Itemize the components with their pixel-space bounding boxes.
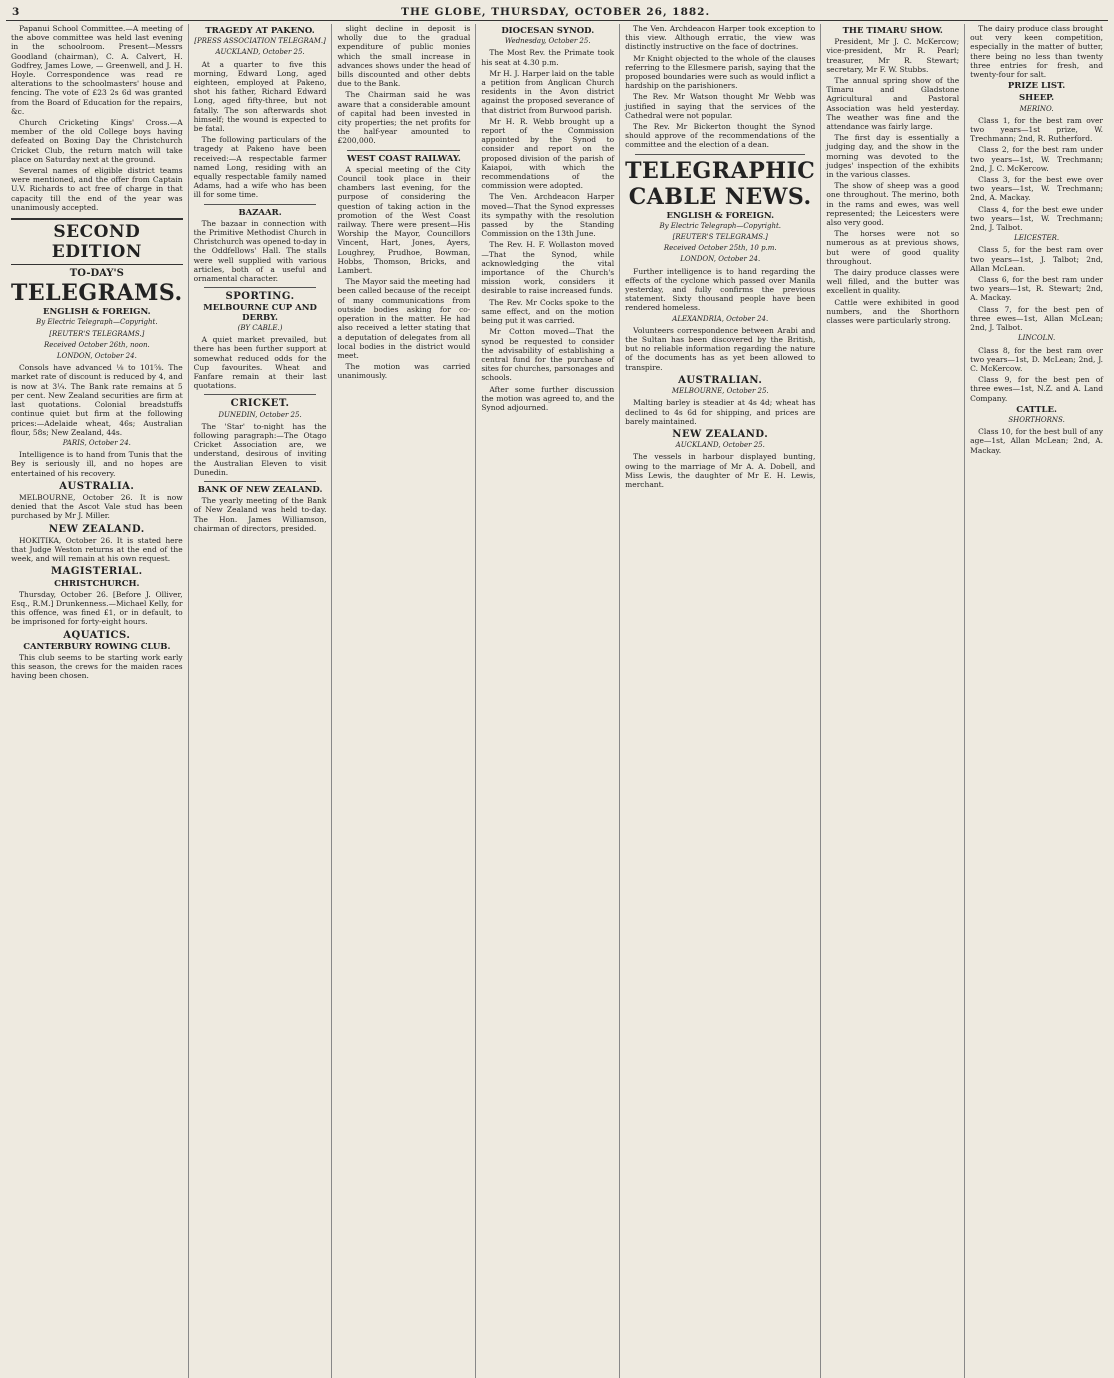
article-paragraph: Consols have advanced ⅛ to 101⅝. The market rate of discount is reduced by 4, and is now at 3¼. The Bank rate remains at 5 per cent. New Zealand securities are firm at last quotations. Colonial breadstuffs continue quiet but firm at the following prices:—Adelaide wheat, 46s; Australian flour, 58s; New Zealand, 44s. [11,363,183,437]
divider [204,287,317,288]
article-paragraph: President, Mr J. C. McKercow; vice-president, Mr R. Pearl; treasurer, Mr R. Stewart; secretary, Mr F. W. Stubbs. [826,37,960,74]
section-heading: AUSTRALIAN. [678,374,763,386]
article-paragraph: Malting barley is steadier at 4s 4d; wheat has declined to 4s 6d for shipping, and prices are barely maintained. [625,398,816,426]
section-subheading: ENGLISH & FOREIGN. [666,210,775,221]
article-paragraph: Church Cricketing Kings' Cross.—A member of the old College boys having defeated on Boxing Day the Christchurch Cricket Club, the return match will take place on Saturday next at the ground. [11,118,183,164]
telegrams-heading: TELEGRAMS. [11,280,183,307]
dateline: LONDON, October 24. [56,352,137,361]
article-paragraph: Mr Knight objected to the whole of the clauses referring to the Ellesmere parish, saying that the proposed boundaries were such as would inflict a hardship on the parishioners. [625,53,816,91]
article-paragraph: After some further discussion the motion was agreed to, and the Synod adjourned. [481,384,615,412]
article-paragraph: HOKITIKA, October 26. It is stated here that Judge Weston returns at the end of the week, and will remain at his own request. [11,535,183,564]
article-paragraph: Mr H. R. Webb brought up a report of the Commission appointed by the Synod to consider and report on the proposed division of the parish of Kaiapoi, with which the recommendations of the commission were adopted. [481,116,615,191]
dateline: Wednesday, October 25. [504,37,591,46]
article-paragraph: The horses were not so numerous as at previous shows, but were of good quality throughout. [826,229,960,266]
article-paragraph: Papanui School Committee.—A meeting of the above committee was held last evening in the schoolroom. Present—Messrs Goodland (chairman), C. A. Calvert, H. Godfrey, James Lowe, — Greenwell, and J. H. Hoyle. Correspondence was read re alterations to the schoolmasters' house and fencing. The vote of £23 2s 6d was granted from the Board of Education for the repairs, &c. [11,24,183,116]
dateline: LONDON, October 24. [680,255,761,264]
article-paragraph: The Most Rev. the Primate took his seat at 4.30 p.m. [481,48,615,67]
prize-entry: Class 2, for the best ram under two years—1st, W. Trechmann; 2nd, J. C. McKercow. [970,145,1104,173]
section-subheading: CANTERBURY ROWING CLUB. [23,641,171,652]
article-paragraph: The vessels in harbour displayed bunting, owing to the marriage of Mr A. A. Dobell, and Miss Lewis, the daughter of Mr E. H. Lewis, merchant. [625,452,816,489]
article-paragraph: Further intelligence is to hand regarding the effects of the cyclone which passed over Manila yesterday, and fully confirms the previous statement. Sixty thousand people have been rendered homeless. [625,266,816,313]
byline: [PRESS ASSOCIATION TELEGRAM.] [194,37,326,46]
article-paragraph: Thursday, October 26. [Before J. Olliver, Esq., R.M.] Drunkenness.—Michael Kelly, for this offence, was fined £1, or in default, to be imprisoned for forty-eight hours. [11,589,183,627]
article-paragraph: Volunteers correspondence between Arabi and the Sultan has been discovered by the British, but no reliable information regarding the nature of the documents has as yet been allowed to transpire. [625,325,816,372]
masthead [6,4,1108,21]
divider [635,154,805,155]
category-heading: LEICESTER. [1014,234,1060,243]
article-paragraph: Mr Cotton moved—That the synod be requested to consider the advisability of establishing a central fund for the purchase of sites for churches, parsonages and schools. [481,327,615,383]
divider [204,204,317,205]
section-subheading: CATTLE. [1016,404,1057,415]
article-paragraph: The Rev. Mr Watson thought Mr Webb was justified in saying that the services of the Cathedral were not popular. [625,92,816,120]
category-heading: LINCOLN. [1018,334,1056,343]
byline: By Electric Telegraph—Copyright. [36,318,158,327]
article-paragraph: slight decline in deposit is wholly due to the gradual expenditure of public monies which the small increase in advances shows under the head of bills discounted and other debts due to the Bank. [337,24,471,89]
section-heading: BANK OF NEW ZEALAND. [197,484,323,495]
byline: By Electric Telegraph—Copyright. [659,221,782,230]
article-paragraph: Intelligence is to hand from Tunis that the Bey is seriously ill, and no hopes are entertained of his recovery. [11,450,183,478]
column-3 [332,24,476,1378]
article-paragraph: This club seems to be starting work early this season, the crews for the maiden races having been chosen. [11,652,183,681]
column-7 [965,24,1108,1378]
section-heading: NEW ZEALAND. [672,428,769,440]
section-subheading: CHRISTCHURCH. [54,578,140,589]
article-paragraph: Mr H. J. Harper laid on the table a petition from Anglican Church residents in the Avon district against the proposed severance of that district from Burwood parish. [481,68,615,115]
article-paragraph: Several names of eligible district teams were mentioned, and the offer from Captain U.V. Richards to act free of charge in that capacity till the end of the year was unanimously accepted. [11,166,183,212]
prize-entry: Class 9, for the best pen of three ewes—1st, N.Z. and A. Land Company. [970,375,1104,403]
article-paragraph: The Mayor said the meeting had been called because of the receipt of many communications from outside bodies asking for co-operation in the matter. He had also received a letter stating that a deputation of delegates from all local bodies in the district would meet. [337,277,471,360]
dateline: AUCKLAND, October 25. [215,48,305,57]
article-paragraph: The first day is essentially a judging day, and the show in the morning was devoted to the judges' inspection of the exhibits in the various classes. [826,133,960,180]
dateline: PARIS, October 24. [62,438,131,447]
section-heading: DIOCESAN SYNOD. [501,26,595,36]
section-subheading: SHEEP. [1019,93,1055,104]
section-heading: BAZAAR. [238,207,282,218]
received-line: Received October 25th, 10 p.m. [663,244,777,253]
column-4 [476,24,620,1378]
prize-entry: Class 10, for the best bull of any age—1st, Allan McLean; 2nd, A. Mackay. [970,427,1104,455]
article-paragraph: The Chairman said he was aware that a considerable amount of capital had been invested in city properties; the net profits for the half-year amounted to £200,000. [337,90,471,146]
section-heading: PRIZE LIST. [1007,81,1066,92]
columns [6,24,1108,1378]
column-5 [620,24,821,1378]
column-6 [821,24,965,1378]
masthead-title: THE GLOBE, THURSDAY, OCTOBER 26, 1882. [401,6,711,18]
column-2 [189,24,333,1378]
article-paragraph: The motion was carried unanimously. [337,362,471,381]
byline: (BY CABLE.) [237,323,283,332]
article-paragraph: The annual spring show of the Timaru and Gladstone Agricultural and Pastoral Association was held yesterday. The weather was fine and the attendance was fairly large. [826,76,960,132]
section-heading: SPORTING. [225,291,295,303]
section-heading: AQUATICS. [63,629,131,641]
article-paragraph: The Ven. Archdeacon Harper took exception to this view. Although erratic, the view was distinctly instructive on the face of doctrines. [625,24,816,52]
article-paragraph: The dairy produce class brought out very keen competition, especially in the matter of butter, there being no less than twenty three entries for fresh, and twenty-four for salt. [970,24,1104,80]
section-subheading: ENGLISH & FOREIGN. [43,307,151,318]
article-paragraph: Cattle were exhibited in good numbers, and the Shorthorn classes were particularly strong. [826,297,960,326]
divider [347,150,460,151]
article-paragraph: MELBOURNE, October 26. It is now denied that the Ascot Vale stud has been purchased by Mr J. Miller. [11,492,183,521]
column-1 [6,24,189,1378]
section-heading: CRICKET. [230,398,290,410]
prize-entry: Class 6, for the best ram under two years—1st, R. Stewart; 2nd, A. Mackay. [970,275,1104,303]
article-paragraph: At a quarter to five this morning, Edward Long, aged eighteen, employed at Pakeno, shot his father, Richard Edward Long, aged fifty-three, but not fatally. The son afterwards shot himself; the wound is expected to be fatal. [193,59,327,134]
prize-entry: Class 7, for the best pen of three ewes—1st, Allan McLean; 2nd, J. Talbot. [970,304,1104,333]
article-paragraph: A quiet market prevailed, but there has been further support at somewhat reduced odds for the Cup favourites. Wheat and Fanfare remain at their last quotations. [193,335,327,391]
section-heading: MAGISTERIAL. [51,566,143,578]
dateline: DUNEDIN, October 25. [218,410,302,419]
category-heading: SHORTHORNS. [1008,415,1065,424]
article-paragraph: The show of sheep was a good one throughout. The merino, both in the rams and ewes, was well represented; the Leicesters were also very good. [826,181,960,228]
dateline: MELBOURNE, October 25. [671,387,769,396]
section-heading: THE TIMARU SHOW. [842,26,943,36]
section-heading: WEST COAST RAILWAY. [347,153,461,164]
second-edition-heading: SECOND EDITION [11,218,183,265]
prize-entry: Class 4, for the best ewe under two years—1st, W. Trechmann; 2nd, J. Talbot. [970,204,1104,233]
article-paragraph: The 'Star' to-night has the following paragraph:—The Otago Cricket Association are, we understand, desirous of inviting the Australian Eleven to visit Dunedin. [193,421,327,477]
prize-entry: Class 8, for the best ram over two years—1st, D. McLean; 2nd, J. C. McKercow. [970,345,1104,373]
dateline: AUCKLAND, October 25. [675,441,765,450]
section-heading: NEW ZEALAND. [48,523,145,535]
telegraphic-heading: TELEGRAPHIC [625,157,816,184]
section-heading: AUSTRALIA. [59,480,135,492]
section-heading: TRAGEDY AT PAKENO. [205,26,315,36]
page-number: 3 [12,6,20,18]
article-paragraph: The Rev. Mr Bickerton thought the Synod should approve of the recommendations of the committee and the election of a dean. [625,122,816,150]
cable-news-heading: CABLE NEWS. [628,183,812,210]
article-paragraph: The Rev. H. F. Wollaston moved—That the Synod, while acknowledging the vital importance of the Church's mission work, considers it desirable to raise increased funds. [481,240,615,296]
dateline: ALEXANDRIA, October 24. [672,314,769,323]
todays-heading: TO-DAY'S [69,268,124,280]
divider [204,481,317,482]
article-paragraph: The following particulars of the tragedy at Pakeno have been received:—A respectable farmer named Long, residing with an equally respectable family named Adams, had a wife who has been ill for some time. [193,135,327,200]
article-paragraph: The yearly meeting of the Bank of New Zealand was held to-day. The Hon. James Williamson, chairman of directors, presided. [193,496,327,533]
section-subheading: MELBOURNE CUP AND DERBY. [203,303,317,323]
article-paragraph: The dairy produce classes were well filled, and the butter was excellent in quality. [826,268,960,296]
prize-entry: Class 5, for the best ram over two years—1st, J. Talbot; 2nd, Allan McLean. [970,245,1104,273]
divider [204,394,317,395]
received-line: Received October 26th, noon. [43,340,150,349]
article-paragraph: The Rev. Mr Cocks spoke to the same effect, and on the motion being put it was carried. [481,297,615,326]
prize-entry: Class 3, for the best ewe over two years—1st, W. Trechmann; 2nd, A. Mackay. [970,175,1104,203]
category-heading: MERINO. [1019,104,1054,113]
article-paragraph: The Ven. Archdeacon Harper moved—That the Synod expresses its sympathy with the resolution passed by the Standing Commission on the 13th June. [481,192,615,239]
byline: [REUTER'S TELEGRAMS.] [672,233,768,242]
article-paragraph: The bazaar in connection with the Primitive Methodist Church in Christchurch was opened to-day in the Oddfellows' Hall. The stalls were well supplied with various articles, both of a useful and ornamental character. [193,218,327,284]
prize-entry: Class 1, for the best ram over two years—1st prize, W. Trechmann; 2nd, R. Rutherford. [970,115,1104,144]
byline: [REUTER'S TELEGRAMS.] [49,329,145,338]
article-paragraph: A special meeting of the City Council took place in their chambers last evening, for the purpose of considering the question of taking action in the promotion of the West Coast railway. There were present—His Worship the Mayor, Councillors Vincent, Hart, Jones, Ayers, Loughrey, Prudhoe, Bowman, Hobbs, Thomson, Bricks, and Lambert. [337,164,471,276]
